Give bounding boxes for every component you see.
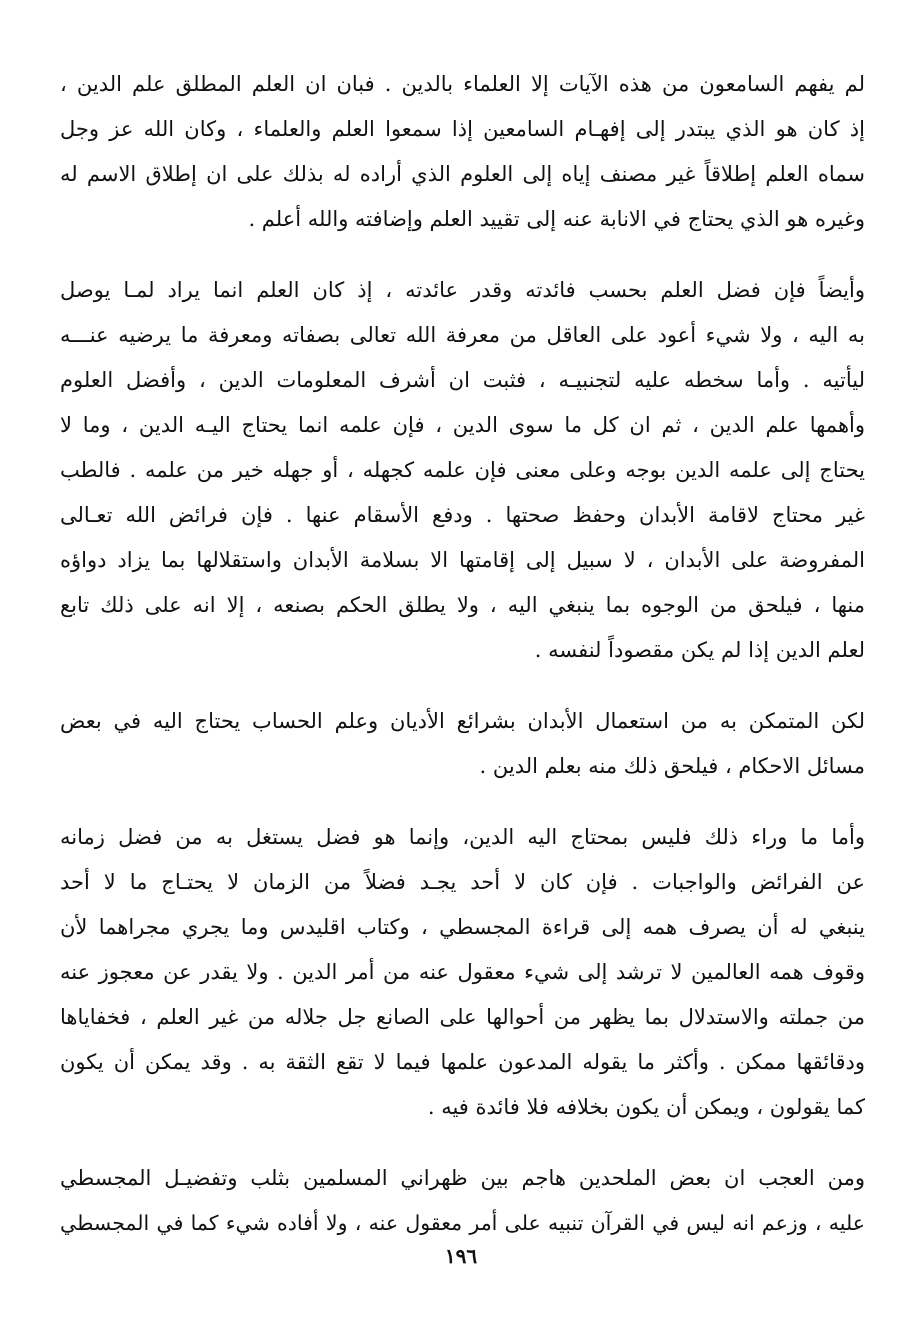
text-line: غير محتاج لاقامة الأبدان وحفظ صحتها . ودفع الأسقام عنها . فإن فرائض الله تعـالى: [60, 503, 865, 527]
text-line: مسائل الاحكام ، فيلحق ذلك منه بعلم الدين .: [479, 754, 865, 778]
paragraph-5: [60, 1156, 865, 1246]
paragraph-4: [60, 815, 865, 1130]
text-line: من جملته والاستدلال بما يظهر من أحوالها على الصانع جل جلاله من غير العلم ، فخفاياها: [60, 1005, 865, 1029]
text-line: إذ كان هو الذي يبتدر إلى إفهـام السامعين إذا سمعوا العلم والعلماء ، وكان الله عز وجل: [60, 117, 865, 141]
paragraph-3: [60, 699, 865, 789]
text-line: منها ، فيلحق من الوجوه بما ينبغي اليه ، ولا يطلق الحكم بصنعه ، إلا انه على ذلك تابع: [60, 593, 865, 617]
document-page: [60, 62, 865, 1272]
text-line: به اليه ، ولا شيء أعود على العاقل من معرفة الله تعالى بصفاته ومعرفة ما يرضيه عنـــه: [60, 323, 865, 347]
text-line: ومن العجب ان بعض الملحدين هاجم بين ظهراني المسلمين بثلب وتفضيـل المجسطي: [60, 1166, 865, 1190]
text-line: ليأتيه . وأما سخطه عليه لتجنبيـه ، فثبت ان أشرف المعلومات الدين ، وأفضل العلوم: [60, 368, 865, 392]
text-line: عليه ، وزعم انه ليس في القرآن تنبيه على أمر معقول عنه ، ولا أفاده شيء كما في المجسطي: [60, 1211, 865, 1235]
text-line: كما يقولون ، ويمكن أن يكون بخلافه فلا فائدة فيه .: [427, 1095, 865, 1119]
paragraph-1: [60, 62, 865, 242]
text-line: وأهمها علم الدين ، ثم ان كل ما سوى الدين ، فإن علمه انما يحتاج اليـه الدين ، وما لا: [60, 413, 865, 437]
text-line: عن الفرائض والواجبات . فإن كان لا أحد يجـد فضلاً من الزمان لا يحتـاج ما لا أحد: [60, 870, 865, 894]
paragraph-2: [60, 268, 865, 673]
text-line: لم يفهم السامعون من هذه الآيات إلا العلماء بالدين . فبان ان العلم المطلق علم الدين ،: [60, 72, 865, 96]
text-line: ودقائقها ممكن . وأكثر ما يقوله المدعون علمها فيما لا تقع الثقة به . وقد يمكن أن يكون: [60, 1050, 865, 1074]
text-line: يحتاج إلى علمه الدين بوجه وعلى معنى فإن علمه كجهله ، أو جهله خير من علمه . فالطب: [60, 458, 865, 482]
text-line: سماه العلم إطلاقاً غير مصنف إياه إلى العلوم الذي أراده له بذلك على ان إطلاق الاسم له: [60, 162, 865, 186]
text-line: وأيضاً فإن فضل العلم بحسب فائدته وقدر عائدته ، إذ كان العلم انما يراد لمـا يوصل: [60, 278, 865, 302]
text-line: المفروضة على الأبدان ، لا سبيل إلى إقامتها الا بسلامة الأبدان واستقلالها بما يزاد دواؤه: [60, 548, 865, 572]
text-line: لكن المتمكن به من استعمال الأبدان بشرائع الأديان وعلم الحساب يحتاج اليه في بعض: [60, 709, 865, 733]
text-line: وأما ما وراء ذلك فليس بمحتاج اليه الدين، وإنما هو فضل يستغل به من فضل زمانه: [60, 825, 865, 849]
text-line: لعلم الدين إذا لم يكن مقصوداً لنفسه .: [534, 638, 865, 662]
page-number: ١٩٦: [444, 1244, 478, 1268]
text-line: وقوف همه العالمين لا ترشد إلى شيء معقول عنه من أمر الدين . ولا يقدر عن معجوز عنه: [60, 960, 865, 984]
text-line: ينبغي له أن يصرف همه إلى قراءة المجسطي ، وكتاب اقليدس وما يجري مجراهما لأن: [60, 915, 865, 939]
text-line: وغيره هو الذي يحتاج في الانابة عنه إلى تقييد العلم وإضافته والله أعلم .: [248, 207, 865, 231]
